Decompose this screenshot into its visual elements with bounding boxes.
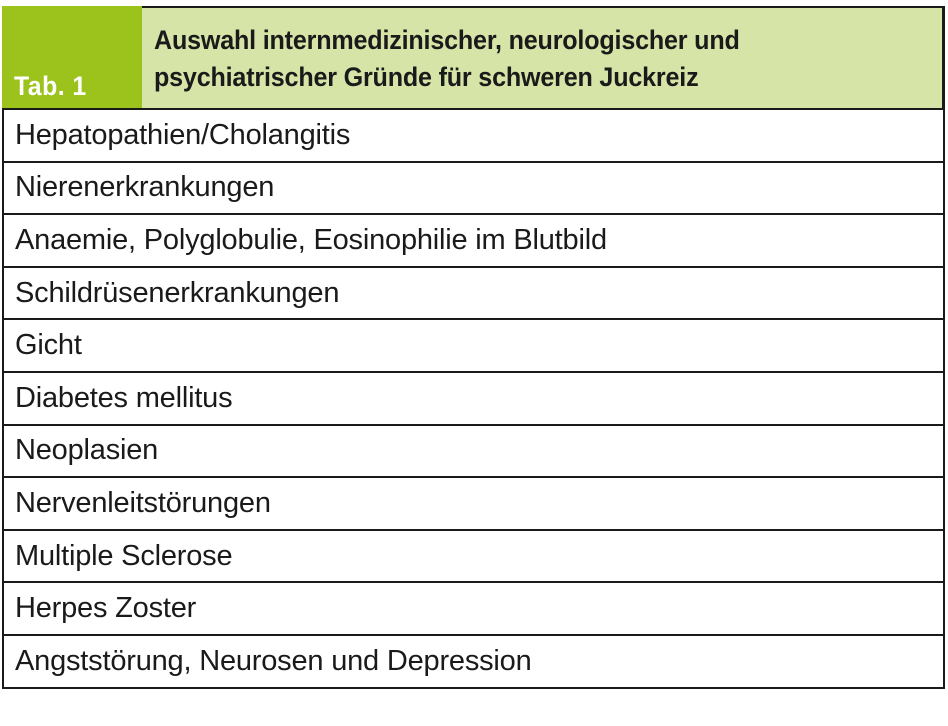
- table-cell: Gicht: [15, 329, 82, 362]
- table-title-line-1: Auswahl internmedizinischer, neurologischer und: [154, 25, 740, 55]
- table-row: [4, 163, 943, 216]
- table-row: [4, 478, 943, 531]
- table-cell: Angststörung, Neurosen und Depression: [15, 644, 532, 677]
- table-cell: Diabetes mellitus: [15, 381, 233, 414]
- table-row: [4, 215, 943, 268]
- table-row: [4, 531, 943, 584]
- table-row: [4, 110, 943, 163]
- table: [2, 6, 945, 689]
- table-row: [4, 320, 943, 373]
- table-body: [2, 108, 945, 689]
- table-row: [4, 583, 943, 636]
- table-cell: Schildrüsenerkrankungen: [15, 276, 340, 309]
- table-cell: Multiple Sclerose: [15, 539, 233, 572]
- table-cell: Neoplasien: [15, 434, 159, 467]
- table-number: Tab. 1: [14, 71, 87, 101]
- table-header: [2, 6, 945, 108]
- table-title: [154, 22, 935, 96]
- table-row: [4, 636, 943, 689]
- table-row: [4, 268, 943, 321]
- table-cell: Herpes Zoster: [15, 592, 197, 625]
- table-cell: Anaemie, Polyglobulie, Eosinophilie im Blutbild: [15, 223, 607, 256]
- table-row: [4, 373, 943, 426]
- table-title-cell: [142, 6, 945, 108]
- table-row: [4, 426, 943, 479]
- table-number-cell: [2, 6, 142, 108]
- table-cell: Hepatopathien/Cholangitis: [15, 118, 351, 151]
- table-cell: Nervenleitstörungen: [15, 486, 271, 519]
- table-cell: Nierenerkrankungen: [15, 171, 275, 204]
- table-title-line-2: psychiatrischer Gründe für schweren Juckreiz: [154, 62, 699, 92]
